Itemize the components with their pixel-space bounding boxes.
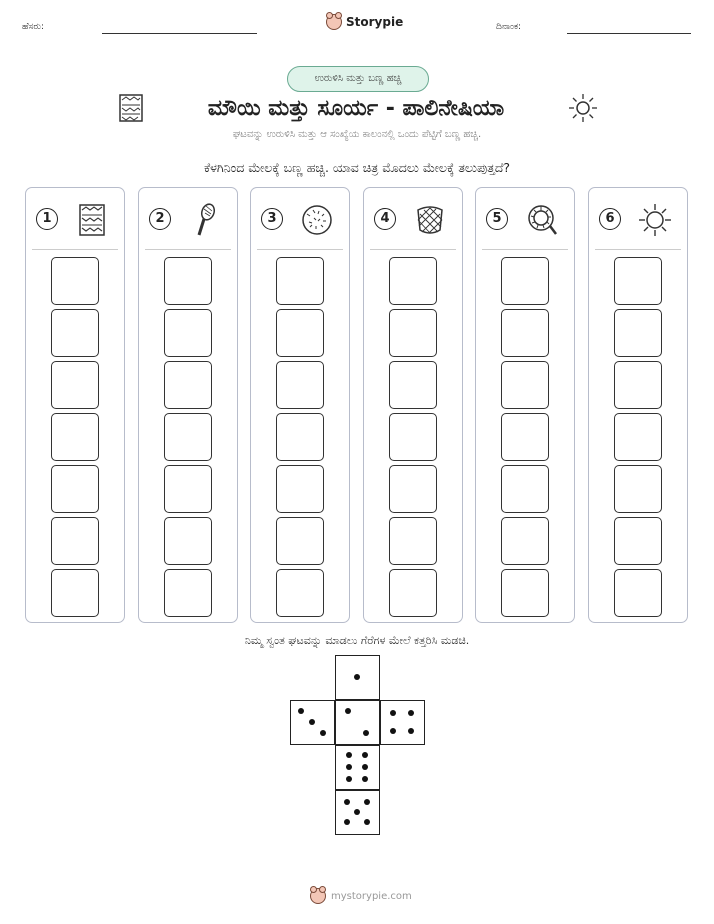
- tapa-cloth-icon: [74, 202, 110, 238]
- pip: [354, 809, 360, 815]
- pip: [309, 719, 315, 725]
- color-box[interactable]: [276, 517, 324, 565]
- date-label: ದಿನಾಂಕ:: [496, 22, 522, 32]
- color-box[interactable]: [389, 413, 437, 461]
- die-face-4: [380, 700, 425, 745]
- rope-coil-icon: [524, 202, 560, 238]
- pip: [362, 764, 368, 770]
- column-4: [363, 187, 463, 623]
- column-divider: [482, 249, 568, 250]
- color-box[interactable]: [501, 465, 549, 513]
- sun-icon: [568, 93, 598, 123]
- pip: [346, 776, 352, 782]
- color-box[interactable]: [51, 517, 99, 565]
- date-line[interactable]: [567, 33, 691, 34]
- color-box[interactable]: [501, 413, 549, 461]
- column-divider: [145, 249, 231, 250]
- footer: [310, 888, 412, 904]
- die-face-3: [290, 700, 335, 745]
- color-box[interactable]: [389, 257, 437, 305]
- pip: [364, 819, 370, 825]
- pip: [363, 730, 369, 736]
- color-box[interactable]: [614, 361, 662, 409]
- question: ಕೆಳಗಿನಿಂದ ಮೇಲಕ್ಕೆ ಬಣ್ಣ ಹಚ್ಚಿ. ಯಾವ ಚಿತ್ರ ಮೊದಲು ಮೇಲಕ್ಕೆ ತಲುಪುತ್ತದೆ?: [203, 160, 511, 175]
- color-box[interactable]: [164, 413, 212, 461]
- color-box[interactable]: [51, 361, 99, 409]
- color-box[interactable]: [614, 569, 662, 617]
- color-box[interactable]: [164, 309, 212, 357]
- column-2: [138, 187, 238, 623]
- color-box[interactable]: [51, 465, 99, 513]
- color-box[interactable]: [51, 413, 99, 461]
- pip: [408, 728, 414, 734]
- pip: [364, 799, 370, 805]
- column-6: [588, 187, 688, 623]
- woven-basket-icon: [412, 202, 448, 238]
- color-box[interactable]: [276, 465, 324, 513]
- die-face-2: [335, 700, 380, 745]
- activity-badge: ಉರುಳಿಸಿ ಮತ್ತು ಬಣ್ಣ ಹಚ್ಚಿ: [287, 66, 429, 92]
- color-box[interactable]: [614, 517, 662, 565]
- color-box[interactable]: [389, 517, 437, 565]
- color-box[interactable]: [389, 361, 437, 409]
- name-line[interactable]: [102, 33, 257, 34]
- color-box[interactable]: [51, 309, 99, 357]
- pip: [408, 710, 414, 716]
- pip: [346, 764, 352, 770]
- pip: [345, 708, 351, 714]
- paddle-club-icon: [187, 202, 223, 238]
- coconut-icon: [299, 202, 335, 238]
- column-number: 6: [599, 208, 621, 230]
- color-box[interactable]: [501, 361, 549, 409]
- color-box[interactable]: [164, 465, 212, 513]
- color-box[interactable]: [614, 309, 662, 357]
- column-number: 2: [149, 208, 171, 230]
- pip: [362, 752, 368, 758]
- column-1: [25, 187, 125, 623]
- color-box[interactable]: [164, 257, 212, 305]
- column-number: 1: [36, 208, 58, 230]
- sun-icon: [637, 202, 673, 238]
- color-box[interactable]: [164, 569, 212, 617]
- footer-url[interactable]: mystorypie.com: [331, 890, 412, 902]
- column-divider: [32, 249, 118, 250]
- color-box[interactable]: [389, 465, 437, 513]
- column-divider: [257, 249, 343, 250]
- title-row: [118, 92, 598, 124]
- die-face-6: [335, 745, 380, 790]
- color-box[interactable]: [51, 257, 99, 305]
- column-number: 5: [486, 208, 508, 230]
- color-box[interactable]: [276, 257, 324, 305]
- color-box[interactable]: [389, 569, 437, 617]
- subtitle: ಘಟವನ್ನು ಉರುಳಿಸಿ ಮತ್ತು ಆ ಸಂಖ್ಯೆಯ ಕಾಲಂನಲ್ಲಿ ಒಂದು ಪೆಟ್ಟಿಗೆ ಬಣ್ಣ ಹಚ್ಚಿ.: [232, 129, 482, 140]
- color-box[interactable]: [276, 361, 324, 409]
- pip: [346, 752, 352, 758]
- color-box[interactable]: [164, 517, 212, 565]
- pip: [362, 776, 368, 782]
- pip: [320, 730, 326, 736]
- bear-logo-icon: [310, 888, 326, 904]
- pip: [354, 674, 360, 680]
- color-box[interactable]: [276, 309, 324, 357]
- color-box[interactable]: [276, 569, 324, 617]
- pip: [298, 708, 304, 714]
- pip: [390, 710, 396, 716]
- bear-logo-icon: [326, 14, 342, 30]
- color-box[interactable]: [501, 257, 549, 305]
- page-title: ಮೌಯಿ ಮತ್ತು ಸೂರ್ಯ - ಪಾಲಿನೇಷಿಯಾ: [207, 95, 505, 121]
- brand-name: Storypie: [346, 15, 404, 29]
- color-box[interactable]: [614, 413, 662, 461]
- color-box[interactable]: [276, 413, 324, 461]
- name-label: ಹೆಸರು:: [22, 22, 45, 32]
- pip: [344, 819, 350, 825]
- color-box[interactable]: [614, 465, 662, 513]
- die-face-1: [335, 655, 380, 700]
- column-divider: [595, 249, 681, 250]
- brand-logo: [326, 14, 403, 30]
- tapa-cloth-icon: [118, 94, 144, 122]
- color-box[interactable]: [389, 309, 437, 357]
- color-box[interactable]: [164, 361, 212, 409]
- column-5: [475, 187, 575, 623]
- pip: [390, 728, 396, 734]
- color-box[interactable]: [501, 569, 549, 617]
- color-box[interactable]: [614, 257, 662, 305]
- column-3: [250, 187, 350, 623]
- pip: [344, 799, 350, 805]
- column-number: 4: [374, 208, 396, 230]
- color-box[interactable]: [51, 569, 99, 617]
- color-box[interactable]: [501, 309, 549, 357]
- die-instruction: ನಿಮ್ಮ ಸ್ವಂತ ಘಟವನ್ನು ಮಾಡಲು ಗೆರೆಗಳ ಮೇಲೆ ಕತ್ತರಿಸಿ ಮಡಚಿ.: [244, 634, 470, 647]
- color-box[interactable]: [501, 517, 549, 565]
- column-divider: [370, 249, 456, 250]
- die-face-5: [335, 790, 380, 835]
- column-number: 3: [261, 208, 283, 230]
